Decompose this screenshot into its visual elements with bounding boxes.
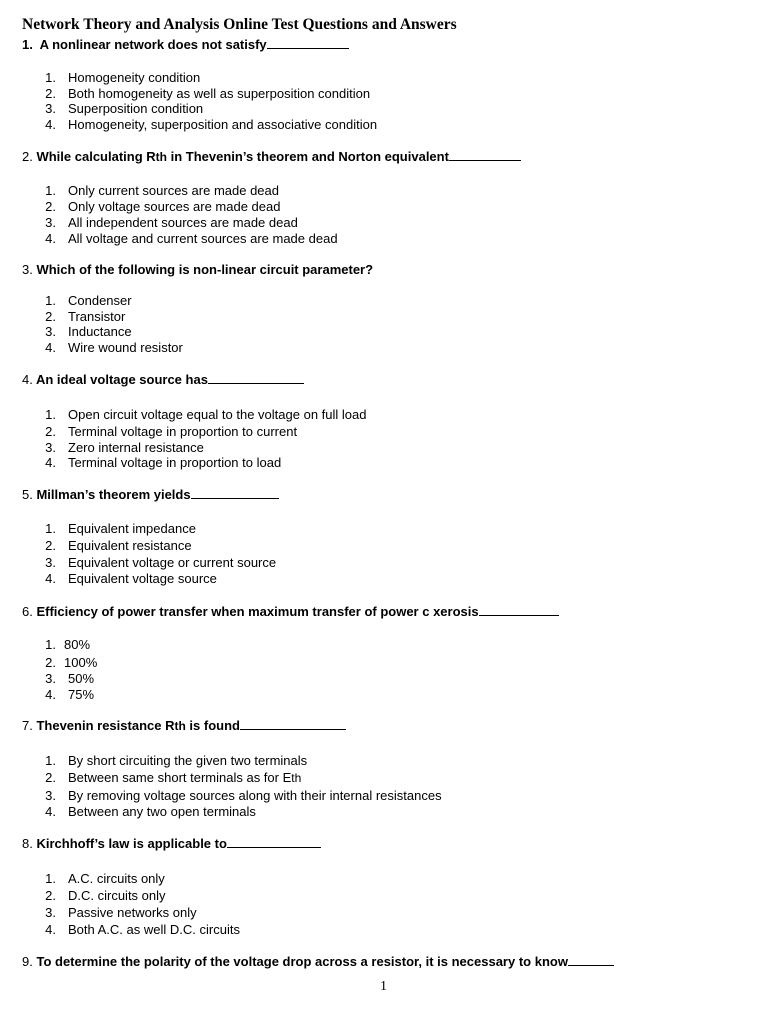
option-text: Only voltage sources are made dead bbox=[68, 199, 281, 214]
question-1 bbox=[22, 36, 349, 53]
option-number: 3. bbox=[45, 440, 56, 455]
question-8 bbox=[22, 835, 321, 852]
option-text: Equivalent voltage or current source bbox=[68, 555, 277, 570]
option-text: Zero internal resistance bbox=[68, 440, 204, 455]
question-text: Thevenin resistance R bbox=[36, 718, 175, 733]
option-text: D.C. circuits only bbox=[68, 888, 166, 903]
option-text: Homogeneity, superposition and associative condition bbox=[68, 117, 378, 132]
option-text: Open circuit voltage equal to the voltage on full load bbox=[68, 407, 367, 422]
option-number: 3. bbox=[45, 215, 56, 230]
option-text: Wire wound resistor bbox=[68, 340, 183, 355]
question-text: Millman’s theorem yields bbox=[36, 487, 191, 502]
question-9 bbox=[22, 953, 614, 970]
option-number: 2. bbox=[45, 86, 56, 101]
question-3 bbox=[22, 262, 373, 278]
option-text: Equivalent resistance bbox=[68, 538, 192, 553]
option-number: 1. bbox=[45, 521, 56, 536]
question-text: Which of the following is non-linear circuit parameter? bbox=[36, 262, 374, 277]
subscript: th bbox=[174, 719, 186, 733]
question-number: 9. bbox=[22, 954, 33, 969]
option-text: 75% bbox=[68, 687, 95, 702]
option-number: 1. bbox=[45, 637, 56, 652]
option-number: 3. bbox=[45, 101, 56, 116]
answer-blank bbox=[568, 953, 614, 966]
answer-blank bbox=[240, 717, 346, 730]
option-number: 4. bbox=[45, 687, 56, 702]
page-number: 1 bbox=[380, 979, 387, 994]
question-text: While calculating R bbox=[36, 149, 156, 164]
option-number: 2. bbox=[45, 309, 56, 324]
option-number: 1. bbox=[45, 871, 56, 886]
option-text: Terminal voltage in proportion to current bbox=[68, 424, 298, 439]
option-number: 1. bbox=[45, 183, 56, 198]
option-number: 3. bbox=[45, 788, 56, 803]
question-7 bbox=[22, 717, 346, 734]
question-number: 7. bbox=[22, 718, 33, 733]
option-number: 4. bbox=[45, 340, 56, 355]
question-text: Efficiency of power transfer when maximum transfer of power c xerosis bbox=[36, 604, 479, 619]
option-number: 1. bbox=[45, 293, 56, 308]
option-text: Transistor bbox=[68, 309, 126, 324]
question-number: 8. bbox=[22, 836, 33, 851]
question-number: 2. bbox=[22, 149, 33, 164]
question-6 bbox=[22, 603, 559, 620]
option-number: 3. bbox=[45, 905, 56, 920]
answer-blank bbox=[449, 148, 521, 161]
question-5 bbox=[22, 486, 279, 503]
option-number: 4. bbox=[45, 571, 56, 586]
option-number: 3. bbox=[45, 555, 56, 570]
option-text: Passive networks only bbox=[68, 905, 197, 920]
option-text bbox=[68, 770, 301, 786]
option-number: 4. bbox=[45, 804, 56, 819]
option-text: Equivalent impedance bbox=[68, 521, 196, 536]
option-number: 2. bbox=[45, 888, 56, 903]
option-text: 50% bbox=[68, 671, 95, 686]
option-text: A.C. circuits only bbox=[68, 871, 165, 886]
option-text: Equivalent voltage source bbox=[68, 571, 217, 586]
document-title: Network Theory and Analysis Online Test Questions and Answers bbox=[22, 16, 457, 33]
question-number: 4. bbox=[22, 372, 33, 387]
option-number: 4. bbox=[45, 117, 56, 132]
option-text: Superposition condition bbox=[68, 101, 204, 116]
option-number: 4. bbox=[45, 922, 56, 937]
subscript: th bbox=[291, 771, 302, 785]
option-number: 4. bbox=[45, 455, 56, 470]
option-text: By short circuiting the given two terminals bbox=[68, 753, 308, 768]
question-text: A nonlinear network does not satisfy bbox=[39, 37, 267, 52]
question-text: Kirchhoff’s law is applicable to bbox=[36, 836, 227, 851]
option-number: 2. bbox=[45, 655, 56, 670]
option-text-main: Between same short terminals as for E bbox=[68, 770, 292, 785]
question-text-cont: in Thevenin’s theorem and Norton equivalent bbox=[166, 149, 449, 164]
option-number: 2. bbox=[45, 199, 56, 214]
question-number: 5. bbox=[22, 487, 33, 502]
option-number: 4. bbox=[45, 231, 56, 246]
option-number: 2. bbox=[45, 770, 56, 785]
option-text: By removing voltage sources along with their internal resistances bbox=[68, 788, 442, 803]
question-number: 3. bbox=[22, 262, 33, 277]
option-text: Both A.C. as well D.C. circuits bbox=[68, 922, 240, 937]
option-number: 1. bbox=[45, 407, 56, 422]
answer-blank bbox=[267, 36, 349, 49]
option-text: Inductance bbox=[68, 324, 132, 339]
question-text-cont: is found bbox=[185, 718, 240, 733]
option-text: Condenser bbox=[68, 293, 132, 308]
option-text: Between any two open terminals bbox=[68, 804, 256, 819]
question-text: An ideal voltage source has bbox=[35, 372, 208, 387]
answer-blank bbox=[191, 486, 279, 499]
option-number: 3. bbox=[45, 324, 56, 339]
option-text: All independent sources are made dead bbox=[68, 215, 298, 230]
option-text: Only current sources are made dead bbox=[68, 183, 279, 198]
answer-blank bbox=[479, 603, 559, 616]
question-text: To determine the polarity of the voltage drop across a resistor, it is necessary to know bbox=[36, 954, 568, 969]
option-number: 2. bbox=[45, 424, 56, 439]
question-number: 1. bbox=[22, 37, 33, 52]
option-number: 3. bbox=[45, 671, 56, 686]
option-number: 1. bbox=[45, 753, 56, 768]
option-number: 1. bbox=[45, 70, 56, 85]
subscript: th bbox=[155, 150, 167, 164]
answer-blank bbox=[227, 835, 321, 848]
answer-blank bbox=[208, 371, 304, 384]
option-text: Both homogeneity as well as superposition condition bbox=[68, 86, 371, 101]
option-text: All voltage and current sources are made dead bbox=[68, 231, 338, 246]
question-2 bbox=[22, 148, 521, 165]
option-text: 100% bbox=[64, 655, 98, 670]
option-text: 80% bbox=[64, 637, 91, 652]
option-text: Terminal voltage in proportion to load bbox=[68, 455, 282, 470]
question-4 bbox=[22, 371, 304, 388]
question-number: 6. bbox=[22, 604, 33, 619]
option-number: 2. bbox=[45, 538, 56, 553]
option-text: Homogeneity condition bbox=[68, 70, 201, 85]
